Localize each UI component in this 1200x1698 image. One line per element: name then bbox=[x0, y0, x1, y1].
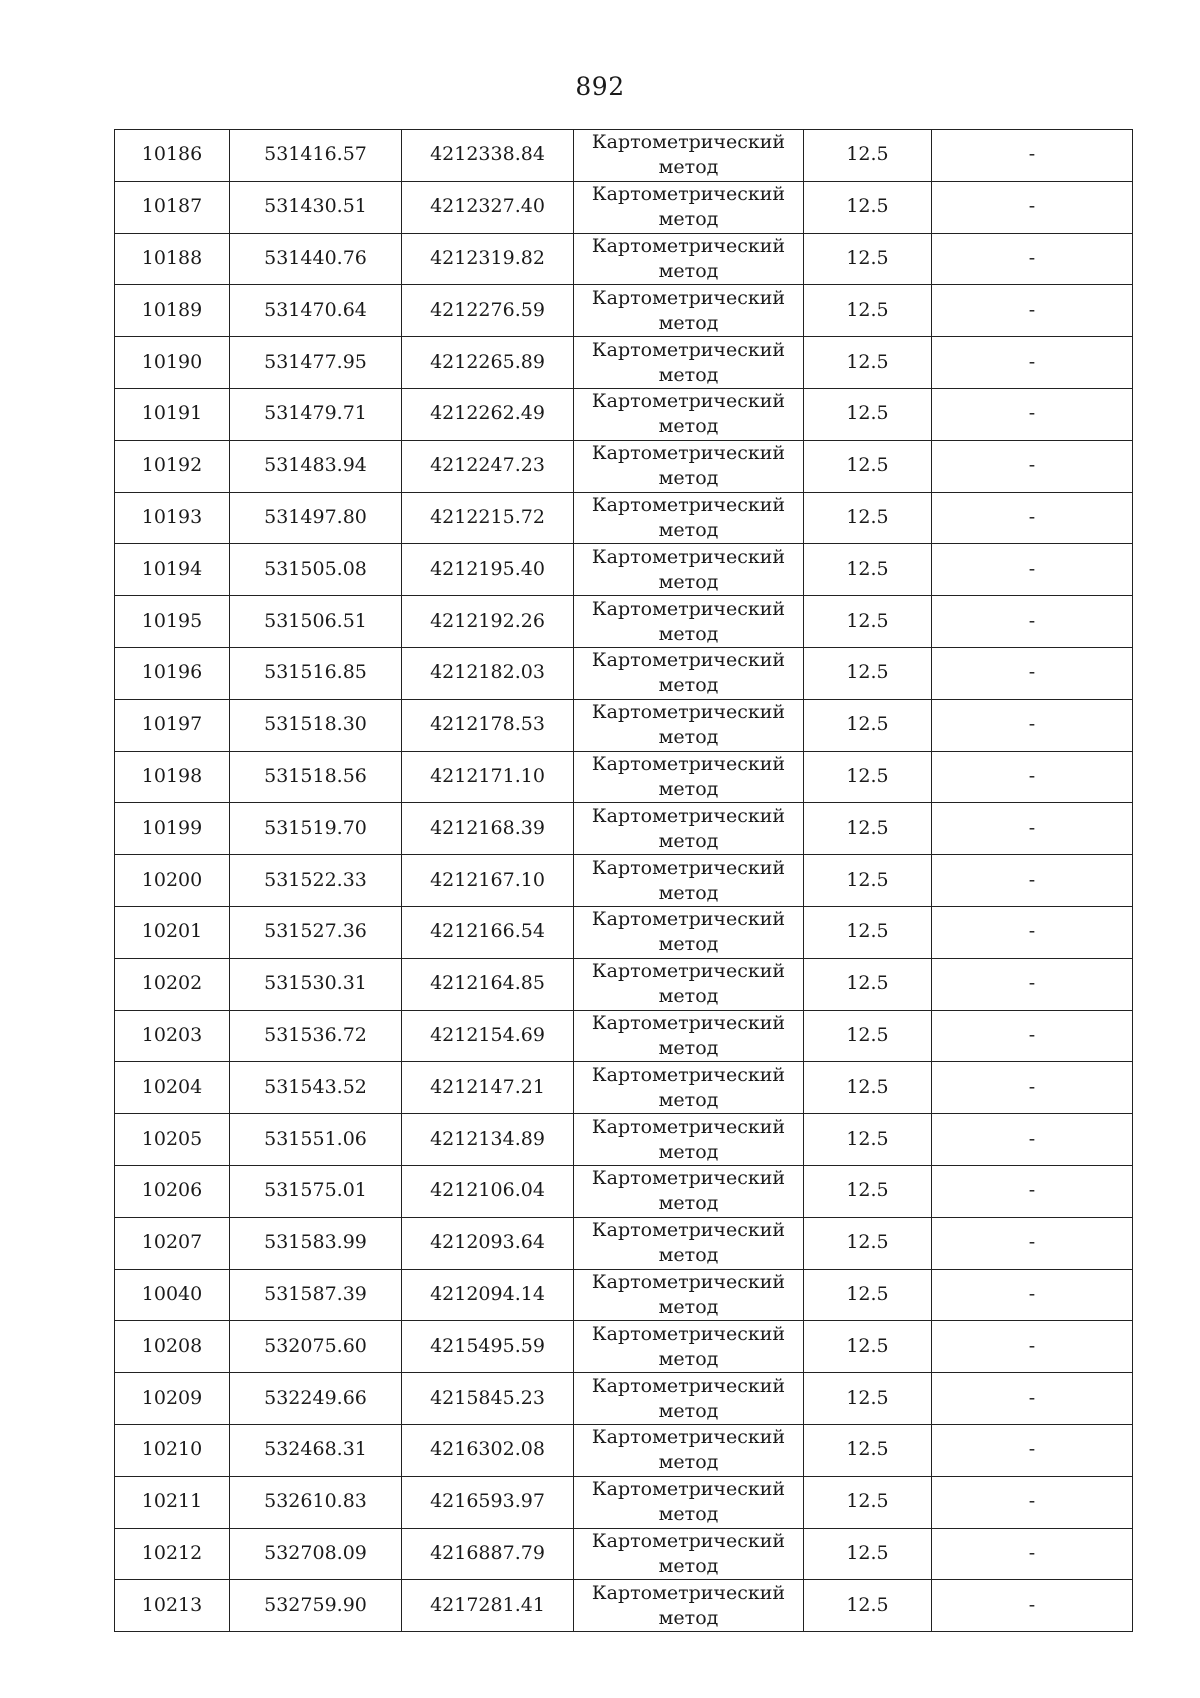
table-row bbox=[115, 1165, 1133, 1217]
note-cell: - bbox=[932, 388, 1133, 440]
method-text-line-1: Картометрический bbox=[591, 597, 786, 620]
method-cell bbox=[574, 1321, 804, 1373]
note-cell: - bbox=[932, 1321, 1133, 1373]
table-row bbox=[115, 1010, 1133, 1062]
y-coordinate-cell: 4212134.89 bbox=[402, 1114, 574, 1166]
method-cell bbox=[574, 1476, 804, 1528]
y-coordinate-cell: 4216887.79 bbox=[402, 1528, 574, 1580]
point-id-cell: 10212 bbox=[115, 1528, 230, 1580]
method-text-line-1: Картометрический bbox=[591, 183, 786, 206]
accuracy-cell: 12.5 bbox=[804, 233, 932, 285]
method-cell bbox=[574, 958, 804, 1010]
method-cell bbox=[574, 1114, 804, 1166]
accuracy-cell: 12.5 bbox=[804, 1269, 932, 1321]
y-coordinate-cell: 4215845.23 bbox=[402, 1373, 574, 1425]
y-coordinate-cell: 4212215.72 bbox=[402, 492, 574, 544]
method-text-line-2: метод bbox=[658, 1088, 719, 1111]
method-cell bbox=[574, 337, 804, 389]
accuracy-cell: 12.5 bbox=[804, 1217, 932, 1269]
y-coordinate-cell: 4212147.21 bbox=[402, 1062, 574, 1114]
point-id-cell: 10203 bbox=[115, 1010, 230, 1062]
method-text-line-2: метод bbox=[658, 467, 719, 490]
accuracy-cell: 12.5 bbox=[804, 958, 932, 1010]
y-coordinate-cell: 4216302.08 bbox=[402, 1424, 574, 1476]
method-cell bbox=[574, 1424, 804, 1476]
method-text-line-2: метод bbox=[658, 1399, 719, 1422]
note-cell: - bbox=[932, 130, 1133, 182]
y-coordinate-cell: 4212171.10 bbox=[402, 751, 574, 803]
point-id-cell: 10186 bbox=[115, 130, 230, 182]
note-cell: - bbox=[932, 181, 1133, 233]
table-row bbox=[115, 906, 1133, 958]
note-cell: - bbox=[932, 1010, 1133, 1062]
table-row bbox=[115, 1217, 1133, 1269]
method-text-line-1: Картометрический bbox=[591, 131, 786, 154]
x-coordinate-cell: 531479.71 bbox=[230, 388, 402, 440]
method-text-line-2: метод bbox=[658, 933, 719, 956]
method-text-line-1: Картометрический bbox=[591, 1167, 786, 1190]
point-id-cell: 10202 bbox=[115, 958, 230, 1010]
method-text-line-1: Картометрический bbox=[591, 286, 786, 309]
y-coordinate-cell: 4212154.69 bbox=[402, 1010, 574, 1062]
point-id-cell: 10197 bbox=[115, 699, 230, 751]
y-coordinate-cell: 4216593.97 bbox=[402, 1476, 574, 1528]
method-text-line-2: метод bbox=[658, 518, 719, 541]
method-cell bbox=[574, 181, 804, 233]
note-cell: - bbox=[932, 1062, 1133, 1114]
table-row bbox=[115, 130, 1133, 182]
accuracy-cell: 12.5 bbox=[804, 1528, 932, 1580]
accuracy-cell: 12.5 bbox=[804, 906, 932, 958]
table-row bbox=[115, 596, 1133, 648]
accuracy-cell: 12.5 bbox=[804, 1321, 932, 1373]
x-coordinate-cell: 532075.60 bbox=[230, 1321, 402, 1373]
accuracy-cell: 12.5 bbox=[804, 285, 932, 337]
note-cell: - bbox=[932, 647, 1133, 699]
method-text-line-1: Картометрический bbox=[591, 804, 786, 827]
y-coordinate-cell: 4212182.03 bbox=[402, 647, 574, 699]
point-id-cell: 10208 bbox=[115, 1321, 230, 1373]
x-coordinate-cell: 531543.52 bbox=[230, 1062, 402, 1114]
y-coordinate-cell: 4215495.59 bbox=[402, 1321, 574, 1373]
accuracy-cell: 12.5 bbox=[804, 492, 932, 544]
table-row bbox=[115, 181, 1133, 233]
accuracy-cell: 12.5 bbox=[804, 751, 932, 803]
x-coordinate-cell: 531505.08 bbox=[230, 544, 402, 596]
accuracy-cell: 12.5 bbox=[804, 1114, 932, 1166]
point-id-cell: 10188 bbox=[115, 233, 230, 285]
method-text-line-2: метод bbox=[658, 726, 719, 749]
accuracy-cell: 12.5 bbox=[804, 130, 932, 182]
note-cell: - bbox=[932, 1217, 1133, 1269]
y-coordinate-cell: 4212192.26 bbox=[402, 596, 574, 648]
method-text-line-2: метод bbox=[658, 1140, 719, 1163]
y-coordinate-cell: 4212247.23 bbox=[402, 440, 574, 492]
x-coordinate-cell: 532249.66 bbox=[230, 1373, 402, 1425]
point-id-cell: 10199 bbox=[115, 803, 230, 855]
accuracy-cell: 12.5 bbox=[804, 1373, 932, 1425]
x-coordinate-cell: 531522.33 bbox=[230, 855, 402, 907]
table-row bbox=[115, 1269, 1133, 1321]
coordinates-table bbox=[114, 129, 1133, 1632]
x-coordinate-cell: 531518.56 bbox=[230, 751, 402, 803]
point-id-cell: 10191 bbox=[115, 388, 230, 440]
accuracy-cell: 12.5 bbox=[804, 647, 932, 699]
method-text-line-1: Картометрический bbox=[591, 493, 786, 516]
y-coordinate-cell: 4212093.64 bbox=[402, 1217, 574, 1269]
x-coordinate-cell: 531483.94 bbox=[230, 440, 402, 492]
method-cell bbox=[574, 440, 804, 492]
y-coordinate-cell: 4212276.59 bbox=[402, 285, 574, 337]
y-coordinate-cell: 4212168.39 bbox=[402, 803, 574, 855]
accuracy-cell: 12.5 bbox=[804, 1165, 932, 1217]
x-coordinate-cell: 531506.51 bbox=[230, 596, 402, 648]
method-text-line-2: метод bbox=[658, 363, 719, 386]
method-text-line-1: Картометрический bbox=[591, 1478, 786, 1501]
table-row bbox=[115, 1528, 1133, 1580]
table-row bbox=[115, 492, 1133, 544]
point-id-cell: 10213 bbox=[115, 1580, 230, 1632]
note-cell: - bbox=[932, 285, 1133, 337]
method-cell bbox=[574, 285, 804, 337]
note-cell: - bbox=[932, 1269, 1133, 1321]
accuracy-cell: 12.5 bbox=[804, 1424, 932, 1476]
point-id-cell: 10187 bbox=[115, 181, 230, 233]
method-text-line-2: метод bbox=[658, 1036, 719, 1059]
method-text-line-2: метод bbox=[658, 622, 719, 645]
x-coordinate-cell: 531440.76 bbox=[230, 233, 402, 285]
method-text-line-2: метод bbox=[658, 259, 719, 282]
point-id-cell: 10209 bbox=[115, 1373, 230, 1425]
y-coordinate-cell: 4212265.89 bbox=[402, 337, 574, 389]
x-coordinate-cell: 531516.85 bbox=[230, 647, 402, 699]
point-id-cell: 10205 bbox=[115, 1114, 230, 1166]
method-text-line-2: метод bbox=[658, 311, 719, 334]
table-row bbox=[115, 337, 1133, 389]
x-coordinate-cell: 531416.57 bbox=[230, 130, 402, 182]
method-text-line-2: метод bbox=[658, 829, 719, 852]
method-text-line-1: Картометрический bbox=[591, 234, 786, 257]
point-id-cell: 10201 bbox=[115, 906, 230, 958]
note-cell: - bbox=[932, 699, 1133, 751]
method-text-line-1: Картометрический bbox=[591, 701, 786, 724]
x-coordinate-cell: 531527.36 bbox=[230, 906, 402, 958]
accuracy-cell: 12.5 bbox=[804, 596, 932, 648]
point-id-cell: 10211 bbox=[115, 1476, 230, 1528]
accuracy-cell: 12.5 bbox=[804, 855, 932, 907]
x-coordinate-cell: 532759.90 bbox=[230, 1580, 402, 1632]
accuracy-cell: 12.5 bbox=[804, 1010, 932, 1062]
point-id-cell: 10207 bbox=[115, 1217, 230, 1269]
method-text-line-2: метод bbox=[658, 1295, 719, 1318]
accuracy-cell: 12.5 bbox=[804, 1476, 932, 1528]
point-id-cell: 10040 bbox=[115, 1269, 230, 1321]
method-text-line-2: метод bbox=[658, 881, 719, 904]
note-cell: - bbox=[932, 751, 1133, 803]
accuracy-cell: 12.5 bbox=[804, 544, 932, 596]
table-row bbox=[115, 1062, 1133, 1114]
method-text-line-1: Картометрический bbox=[591, 1529, 786, 1552]
method-text-line-1: Картометрический bbox=[591, 1011, 786, 1034]
method-text-line-1: Картометрический bbox=[591, 1581, 786, 1604]
table-row bbox=[115, 751, 1133, 803]
y-coordinate-cell: 4212319.82 bbox=[402, 233, 574, 285]
y-coordinate-cell: 4212327.40 bbox=[402, 181, 574, 233]
method-text-line-2: метод bbox=[658, 777, 719, 800]
method-text-line-2: метод bbox=[658, 985, 719, 1008]
note-cell: - bbox=[932, 544, 1133, 596]
x-coordinate-cell: 531519.70 bbox=[230, 803, 402, 855]
x-coordinate-cell: 531530.31 bbox=[230, 958, 402, 1010]
method-cell bbox=[574, 906, 804, 958]
method-text-line-2: метод bbox=[658, 415, 719, 438]
table-row bbox=[115, 699, 1133, 751]
method-text-line-1: Картометрический bbox=[591, 1115, 786, 1138]
method-text-line-2: метод bbox=[658, 208, 719, 231]
note-cell: - bbox=[932, 440, 1133, 492]
x-coordinate-cell: 532610.83 bbox=[230, 1476, 402, 1528]
accuracy-cell: 12.5 bbox=[804, 1062, 932, 1114]
method-cell bbox=[574, 855, 804, 907]
table-row bbox=[115, 958, 1133, 1010]
accuracy-cell: 12.5 bbox=[804, 440, 932, 492]
method-text-line-1: Картометрический bbox=[591, 1219, 786, 1242]
table-row bbox=[115, 855, 1133, 907]
table-row bbox=[115, 647, 1133, 699]
point-id-cell: 10206 bbox=[115, 1165, 230, 1217]
method-text-line-1: Картометрический bbox=[591, 338, 786, 361]
note-cell: - bbox=[932, 1114, 1133, 1166]
note-cell: - bbox=[932, 1528, 1133, 1580]
method-text-line-1: Картометрический bbox=[591, 1322, 786, 1345]
method-text-line-1: Картометрический bbox=[591, 1063, 786, 1086]
point-id-cell: 10210 bbox=[115, 1424, 230, 1476]
accuracy-cell: 12.5 bbox=[804, 388, 932, 440]
point-id-cell: 10204 bbox=[115, 1062, 230, 1114]
note-cell: - bbox=[932, 1476, 1133, 1528]
method-text-line-1: Картометрический bbox=[591, 856, 786, 879]
note-cell: - bbox=[932, 337, 1133, 389]
method-text-line-1: Картометрический bbox=[591, 649, 786, 672]
table-row bbox=[115, 803, 1133, 855]
x-coordinate-cell: 531536.72 bbox=[230, 1010, 402, 1062]
x-coordinate-cell: 531583.99 bbox=[230, 1217, 402, 1269]
point-id-cell: 10196 bbox=[115, 647, 230, 699]
method-text-line-2: метод bbox=[658, 1451, 719, 1474]
table-row bbox=[115, 1580, 1133, 1632]
table-body bbox=[115, 130, 1133, 1632]
method-cell bbox=[574, 544, 804, 596]
method-cell bbox=[574, 803, 804, 855]
y-coordinate-cell: 4212164.85 bbox=[402, 958, 574, 1010]
x-coordinate-cell: 531470.64 bbox=[230, 285, 402, 337]
method-text-line-1: Картометрический bbox=[591, 1374, 786, 1397]
method-cell bbox=[574, 1062, 804, 1114]
y-coordinate-cell: 4212338.84 bbox=[402, 130, 574, 182]
method-text-line-2: метод bbox=[658, 570, 719, 593]
method-text-line-2: метод bbox=[658, 1244, 719, 1267]
method-text-line-2: метод bbox=[658, 156, 719, 179]
method-cell bbox=[574, 1269, 804, 1321]
method-text-line-2: метод bbox=[658, 1347, 719, 1370]
y-coordinate-cell: 4212195.40 bbox=[402, 544, 574, 596]
y-coordinate-cell: 4212094.14 bbox=[402, 1269, 574, 1321]
note-cell: - bbox=[932, 1580, 1133, 1632]
y-coordinate-cell: 4212167.10 bbox=[402, 855, 574, 907]
table-row bbox=[115, 233, 1133, 285]
note-cell: - bbox=[932, 1165, 1133, 1217]
table-row bbox=[115, 544, 1133, 596]
method-cell bbox=[574, 1165, 804, 1217]
note-cell: - bbox=[932, 492, 1133, 544]
method-text-line-2: метод bbox=[658, 1606, 719, 1629]
table-row bbox=[115, 1476, 1133, 1528]
method-text-line-1: Картометрический bbox=[591, 442, 786, 465]
method-text-line-1: Картометрический bbox=[591, 752, 786, 775]
note-cell: - bbox=[932, 596, 1133, 648]
accuracy-cell: 12.5 bbox=[804, 337, 932, 389]
table-row bbox=[115, 285, 1133, 337]
point-id-cell: 10200 bbox=[115, 855, 230, 907]
method-cell bbox=[574, 130, 804, 182]
method-cell bbox=[574, 699, 804, 751]
accuracy-cell: 12.5 bbox=[804, 181, 932, 233]
point-id-cell: 10195 bbox=[115, 596, 230, 648]
method-text-line-1: Картометрический bbox=[591, 390, 786, 413]
method-cell bbox=[574, 492, 804, 544]
accuracy-cell: 12.5 bbox=[804, 699, 932, 751]
y-coordinate-cell: 4212166.54 bbox=[402, 906, 574, 958]
method-cell bbox=[574, 1373, 804, 1425]
note-cell: - bbox=[932, 1424, 1133, 1476]
y-coordinate-cell: 4212106.04 bbox=[402, 1165, 574, 1217]
accuracy-cell: 12.5 bbox=[804, 803, 932, 855]
table-row bbox=[115, 1321, 1133, 1373]
x-coordinate-cell: 531497.80 bbox=[230, 492, 402, 544]
method-cell bbox=[574, 596, 804, 648]
point-id-cell: 10190 bbox=[115, 337, 230, 389]
page-number: 892 bbox=[575, 72, 625, 101]
note-cell: - bbox=[932, 233, 1133, 285]
point-id-cell: 10194 bbox=[115, 544, 230, 596]
note-cell: - bbox=[932, 855, 1133, 907]
x-coordinate-cell: 532708.09 bbox=[230, 1528, 402, 1580]
x-coordinate-cell: 531575.01 bbox=[230, 1165, 402, 1217]
x-coordinate-cell: 531551.06 bbox=[230, 1114, 402, 1166]
note-cell: - bbox=[932, 1373, 1133, 1425]
method-text-line-1: Картометрический bbox=[591, 1270, 786, 1293]
x-coordinate-cell: 531587.39 bbox=[230, 1269, 402, 1321]
method-text-line-2: метод bbox=[658, 1554, 719, 1577]
y-coordinate-cell: 4212178.53 bbox=[402, 699, 574, 751]
method-text-line-1: Картометрический bbox=[591, 1426, 786, 1449]
y-coordinate-cell: 4217281.41 bbox=[402, 1580, 574, 1632]
point-id-cell: 10198 bbox=[115, 751, 230, 803]
point-id-cell: 10192 bbox=[115, 440, 230, 492]
method-text-line-1: Картометрический bbox=[591, 545, 786, 568]
x-coordinate-cell: 532468.31 bbox=[230, 1424, 402, 1476]
method-cell bbox=[574, 1580, 804, 1632]
table-row bbox=[115, 1424, 1133, 1476]
note-cell: - bbox=[932, 906, 1133, 958]
x-coordinate-cell: 531518.30 bbox=[230, 699, 402, 751]
table-row bbox=[115, 440, 1133, 492]
y-coordinate-cell: 4212262.49 bbox=[402, 388, 574, 440]
table-row bbox=[115, 388, 1133, 440]
method-text-line-2: метод bbox=[658, 1503, 719, 1526]
note-cell: - bbox=[932, 803, 1133, 855]
method-text-line-2: метод bbox=[658, 674, 719, 697]
method-cell bbox=[574, 388, 804, 440]
note-cell: - bbox=[932, 958, 1133, 1010]
method-cell bbox=[574, 1010, 804, 1062]
table-row bbox=[115, 1114, 1133, 1166]
point-id-cell: 10189 bbox=[115, 285, 230, 337]
x-coordinate-cell: 531430.51 bbox=[230, 181, 402, 233]
method-text-line-2: метод bbox=[658, 1192, 719, 1215]
table-row bbox=[115, 1373, 1133, 1425]
method-cell bbox=[574, 751, 804, 803]
method-cell bbox=[574, 233, 804, 285]
method-text-line-1: Картометрический bbox=[591, 908, 786, 931]
method-text-line-1: Картометрический bbox=[591, 960, 786, 983]
method-cell bbox=[574, 647, 804, 699]
method-cell bbox=[574, 1528, 804, 1580]
accuracy-cell: 12.5 bbox=[804, 1580, 932, 1632]
point-id-cell: 10193 bbox=[115, 492, 230, 544]
method-cell bbox=[574, 1217, 804, 1269]
x-coordinate-cell: 531477.95 bbox=[230, 337, 402, 389]
